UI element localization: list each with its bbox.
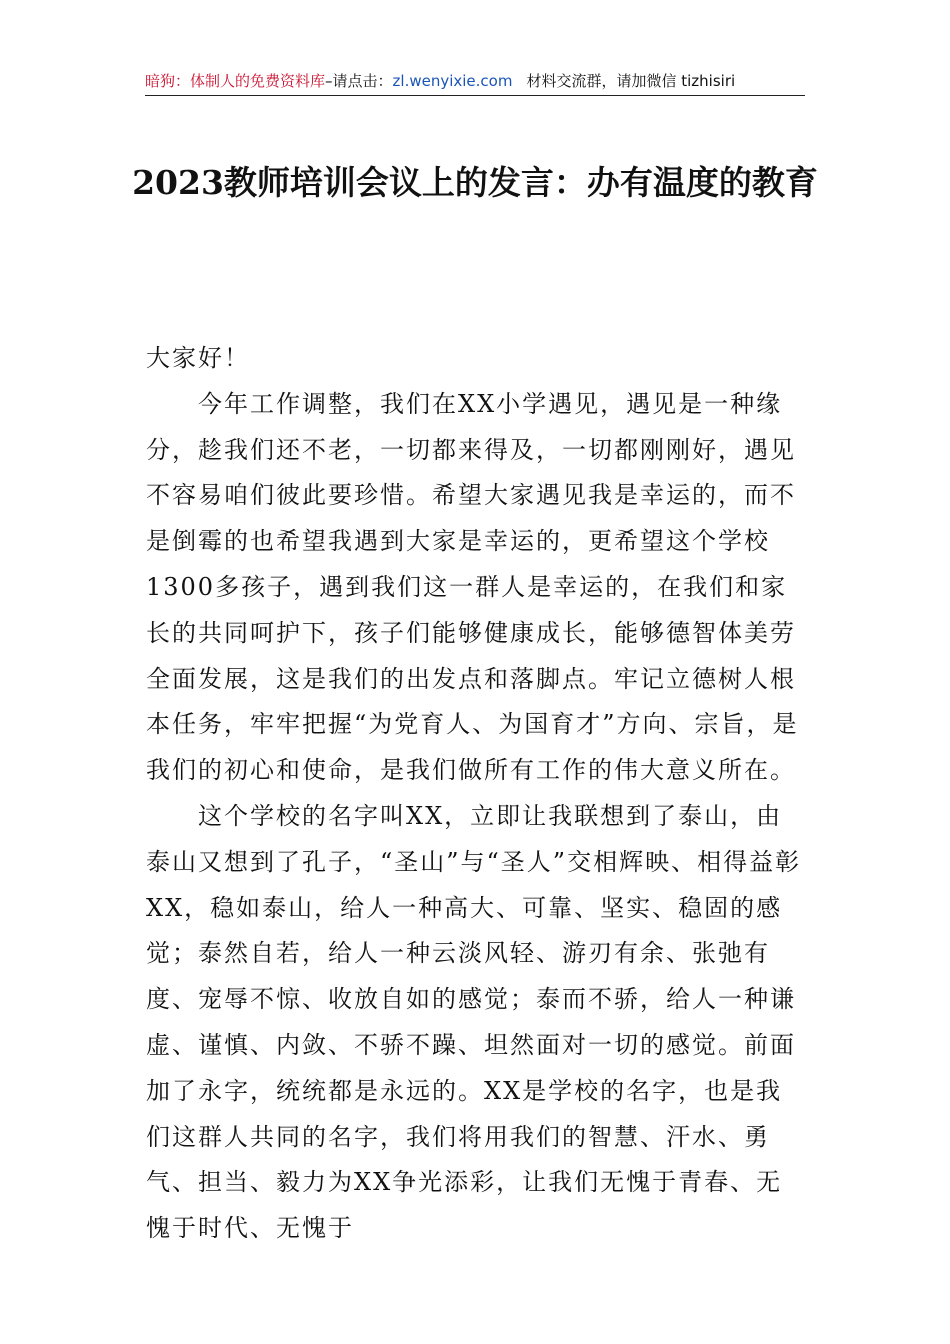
- header-site-name: 暗狗：体制人的免费资料库: [145, 72, 326, 90]
- document-body: [146, 336, 806, 1252]
- header-click-prompt: –请点击：: [325, 72, 393, 90]
- greeting: 大家好！: [146, 344, 250, 372]
- document-title: 2023教师培训会议上的发言：办有温度的教育: [132, 163, 818, 202]
- header-link[interactable]: zl.wenyixie.com: [392, 72, 513, 90]
- paragraph-1: 今年工作调整，我们在XX小学遇见，遇见是一种缘分，趁我们还不老，一切都来得及，一切都刚刚好，遇见不容易咱们彼此要珍惜。希望大家遇见我是幸运的，而不是倒霉的也希望我遇到大家是幸运的，更希望这个学校1300多孩子，遇到我们这一群人是幸运的，在我们和家长的共同呵护下，孩子们能够健康成长，能够德智体美劳全面发展，这是我们的出发点和落脚点。牢记立德树人根本任务，牢牢把握“为党育人、为国育才”方向、宗旨，是我们的初心和使命，是我们做所有工作的伟大意义所在。: [146, 389, 799, 785]
- header-contact: 材料交流群，请加微信 tizhisiri: [526, 72, 736, 90]
- page-header: [145, 70, 805, 96]
- paragraph-2: 这个学校的名字叫XX，立即让我联想到了泰山，由泰山又想到了孔子，“圣山”与“圣人”交相辉映、相得益彰XX，稳如泰山，给人一种高大、可靠、坚实、稳固的感觉；泰然自若，给人一种云淡风轻、游刃有余、张弛有度、宠辱不惊、收放自如的感觉；泰而不骄，给人一种谦虚、谨慎、内敛、不骄不躁、坦然面对一切的感觉。前面加了永字，统统都是永远的。XX是学校的名字，也是我们这群人共同的名字，我们将用我们的智慧、汗水、勇气、担当、毅力为XX争光添彩，让我们无愧于青春、无愧于时代、无愧于: [146, 801, 802, 1243]
